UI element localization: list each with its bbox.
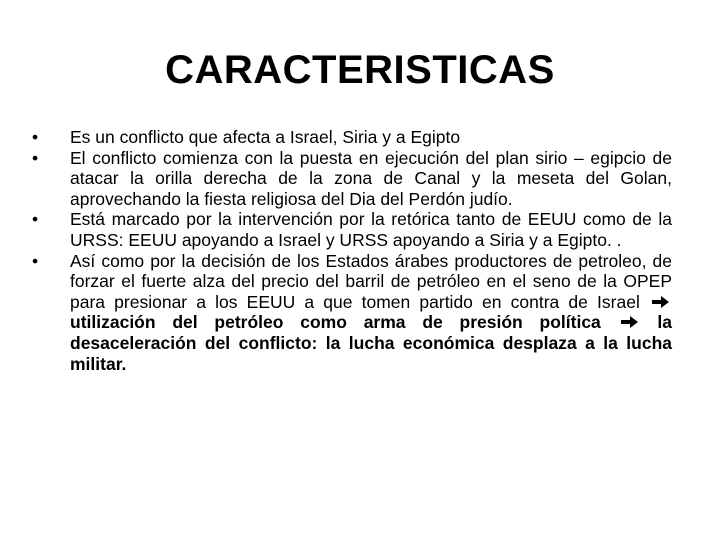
bullet-text-2: El conflicto comienza con la puesta en ejecución del plan sirio – egipcio de atacar la orilla derecha de la zona de Canal y la meseta del Golan, aprovechando la fiesta religiosa del Dia del Perdón judío. xyxy=(70,147,672,209)
bullet-item-4 xyxy=(32,251,672,375)
bullet-item-1 xyxy=(32,127,672,148)
bullet-icon: • xyxy=(32,147,39,168)
bullet-text-4-bold-1: utilización del petróleo como arma de presión política xyxy=(70,312,601,333)
bullet-item-2 xyxy=(32,148,672,210)
bullet-text-3: Está marcado por la intervención por la retórica tanto de EEUU como de la URSS: EEUU apoyando a Israel y URSS apoyando a Siria y a Egipto. . xyxy=(70,209,672,250)
bullet-text-1: Es un conflicto que afecta a Israel, Siria y a Egipto xyxy=(70,127,461,147)
bullet-item-3 xyxy=(32,209,672,250)
bullet-icon: • xyxy=(32,250,39,271)
bullet-icon: • xyxy=(32,209,39,230)
bullet-text-4-intro: Así como por la decisión de los Estados árabes productores de petroleo, de forzar el fuerte alza del precio del barril de petróleo en el seno de la OPEP para presionar a los EEUU a que tomen partido en contra de Israel xyxy=(70,250,672,312)
right-arrow-icon xyxy=(651,295,670,309)
bullet-text-4-bold-2: la desaceleración del conflicto: la lucha económica desplaza a la lucha militar. xyxy=(70,312,672,374)
bullet-list xyxy=(32,127,672,374)
bullet-icon: • xyxy=(32,127,39,147)
right-arrow-icon xyxy=(620,315,639,329)
slide-title: CARACTERISTICAS xyxy=(165,48,555,92)
bullet-text-4 xyxy=(70,251,672,375)
